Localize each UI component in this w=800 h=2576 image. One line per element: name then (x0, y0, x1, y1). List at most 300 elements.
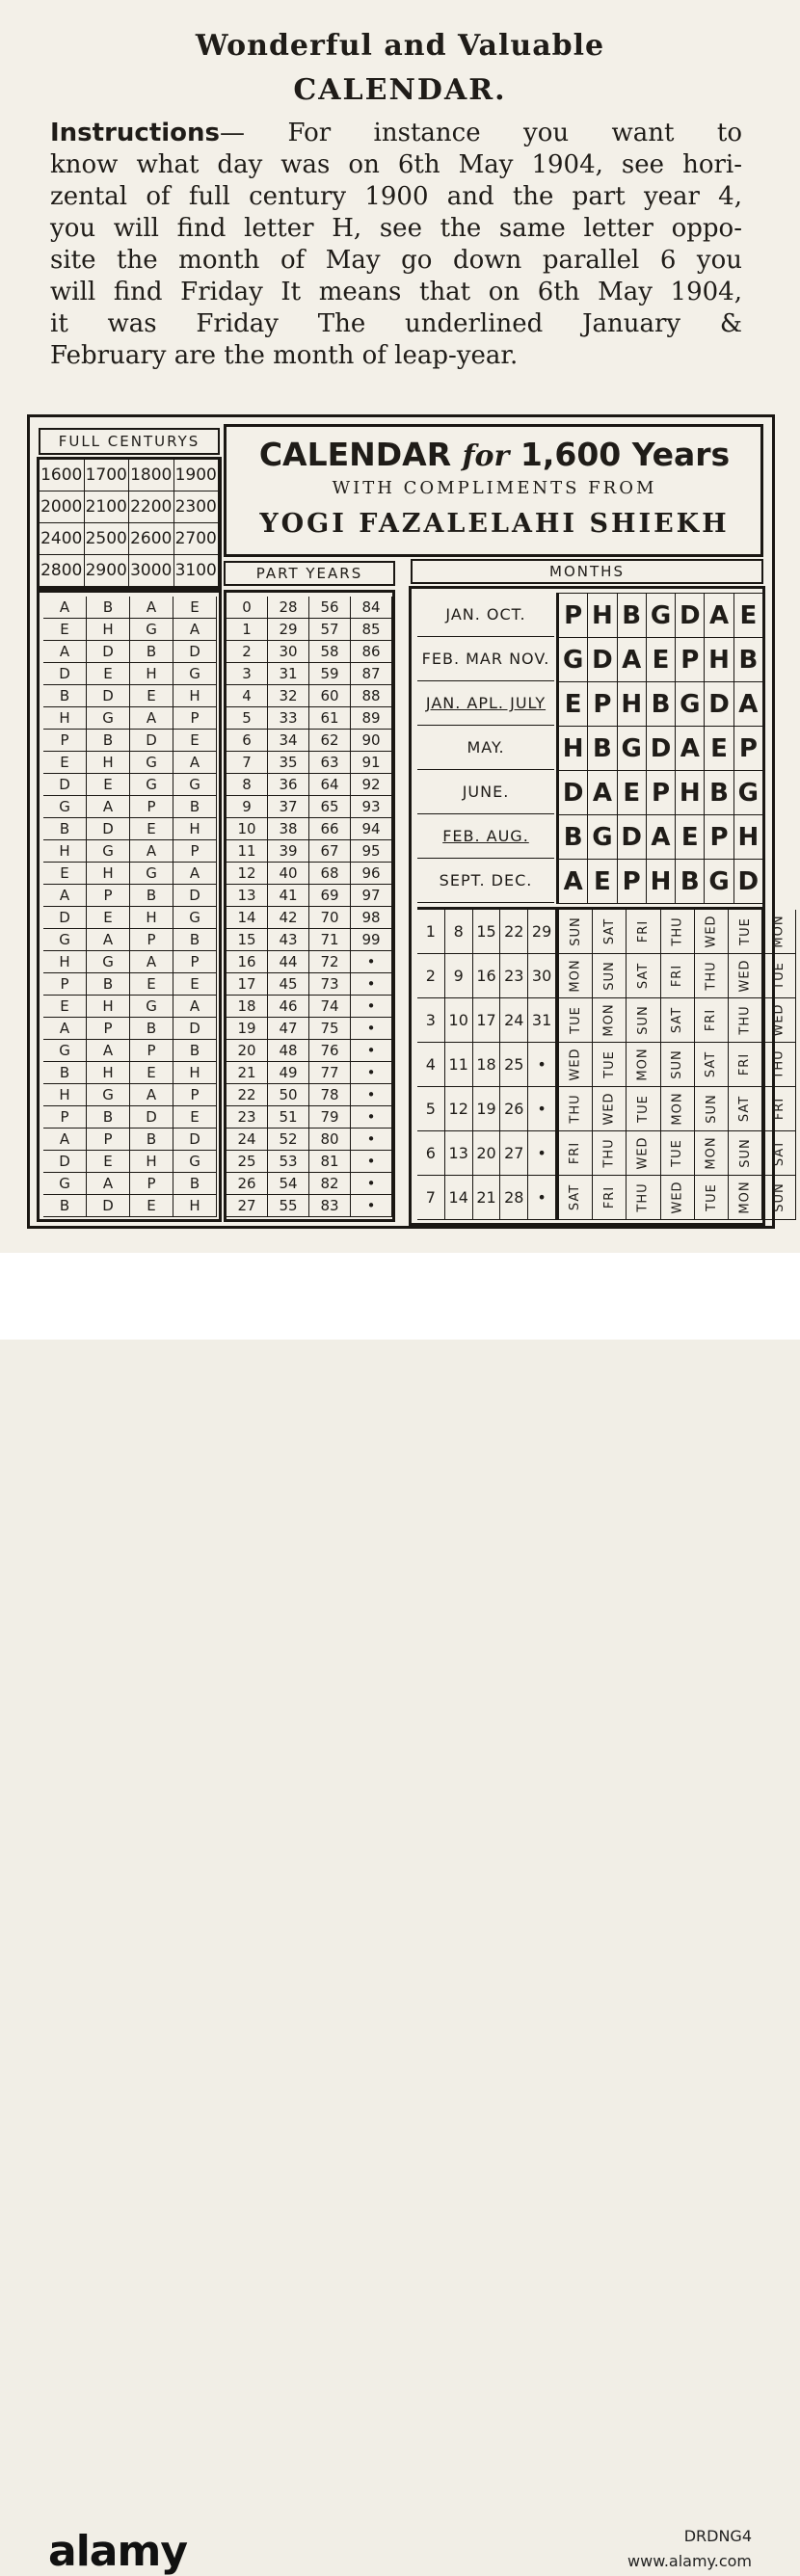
part-year-cell: • (351, 1173, 392, 1195)
month-name (417, 814, 554, 859)
letter-cell: G (87, 707, 130, 730)
letter-cell: P (173, 707, 217, 730)
letter-cell: E (130, 1062, 173, 1084)
weekday-cell: THU (762, 1043, 796, 1087)
part-year-cell: • (351, 951, 392, 973)
part-year-cell: 28 (268, 597, 309, 619)
letter-cell: B (173, 1040, 217, 1062)
letter-cell: G (173, 907, 217, 929)
part-year-cell: 30 (268, 641, 309, 663)
letter-cell: D (173, 1129, 217, 1151)
month-letter-cell: B (647, 682, 676, 727)
letter-cell: P (130, 796, 173, 818)
century-cell: 2600 (129, 523, 174, 555)
letter-cell: B (87, 597, 130, 619)
letter-cell: A (173, 619, 217, 641)
part-year-cell: 21 (227, 1062, 268, 1084)
date-cell: 23 (500, 954, 528, 998)
month-letter-cell: A (618, 638, 647, 682)
part-year-cell: 19 (227, 1018, 268, 1040)
month-letter-cell: B (734, 638, 763, 682)
century-cell: 2900 (85, 555, 130, 587)
month-letter-cell: G (559, 638, 588, 682)
century-cell: 2100 (85, 491, 130, 523)
date-cell: 9 (445, 954, 473, 998)
month-letter-cell: H (705, 638, 733, 682)
part-year-cell: 11 (227, 840, 268, 863)
part-year-cell: 14 (227, 907, 268, 929)
part-year-cell: 82 (309, 1173, 351, 1195)
month-letter-cell: P (676, 638, 705, 682)
letter-cell: E (130, 973, 173, 996)
date-cell: 21 (473, 1176, 501, 1220)
part-year-cell: 42 (268, 907, 309, 929)
part-year-cell: 59 (309, 663, 351, 685)
letter-cell: D (87, 685, 130, 707)
date-cell: 14 (445, 1176, 473, 1220)
month-names (417, 593, 554, 903)
weekday-cell: WED (762, 998, 796, 1043)
date-cell: • (528, 1087, 556, 1131)
date-cell: 13 (445, 1131, 473, 1176)
letter-cell: H (130, 907, 173, 929)
part-year-cell: 43 (268, 929, 309, 951)
part-years-panel (224, 590, 395, 1222)
weekday-cell: WED (661, 1176, 695, 1220)
date-cell: 15 (473, 910, 501, 954)
letter-cell: E (87, 1151, 130, 1173)
date-cell: 1 (417, 910, 445, 954)
weekday-cell: MON (695, 1131, 729, 1176)
letter-cell: B (43, 1195, 87, 1217)
part-year-cell: • (351, 1040, 392, 1062)
letter-cell: E (173, 973, 217, 996)
weekday-cell: SUN (627, 998, 660, 1043)
month-letter-cell: P (647, 771, 676, 815)
letter-cell: D (87, 818, 130, 840)
letter-cell: P (43, 1106, 87, 1129)
part-year-cell: 36 (268, 774, 309, 796)
letter-cell: G (87, 840, 130, 863)
calendar-title: CALENDAR for 1,600 Years (258, 436, 731, 473)
part-years-header: PART YEARS (224, 561, 395, 586)
weekday-cell: WED (627, 1131, 660, 1176)
part-year-cell: 53 (268, 1151, 309, 1173)
month-name-text: FEB. AUG. (442, 827, 529, 845)
centuries-panel (37, 457, 222, 590)
letter-cell: G (130, 752, 173, 774)
month-letter-cell: E (647, 638, 676, 682)
date-cell: • (528, 1043, 556, 1087)
month-letter-cell: H (734, 815, 763, 860)
date-cell: 7 (417, 1176, 445, 1220)
month-letter-cell: D (705, 682, 733, 727)
part-year-cell: 16 (227, 951, 268, 973)
weekday-cell: FRI (729, 1043, 762, 1087)
letter-cell: D (43, 774, 87, 796)
letter-cell: A (130, 707, 173, 730)
letter-cell: B (43, 1062, 87, 1084)
letter-cell: A (130, 1084, 173, 1106)
month-name-text: JUNE. (462, 783, 510, 801)
weekday-cell: SAT (593, 910, 627, 954)
part-year-cell: 23 (227, 1106, 268, 1129)
month-letter-cell: H (559, 727, 588, 771)
weekday-grid (556, 907, 787, 1220)
part-year-cell: 38 (268, 818, 309, 840)
century-cell: 2800 (40, 555, 85, 587)
compliments-line: WITH COMPLIMENTS FROM (332, 478, 657, 498)
part-year-cell: 92 (351, 774, 392, 796)
month-letter-cell: D (676, 594, 705, 638)
month-letter-cell: A (705, 594, 733, 638)
letter-cell: A (130, 597, 173, 619)
part-year-cell: 6 (227, 730, 268, 752)
letter-cell: G (43, 1173, 87, 1195)
date-cell: 4 (417, 1043, 445, 1087)
part-year-cell: 74 (309, 996, 351, 1018)
month-letter-cell: P (705, 815, 733, 860)
weekday-cell: TUE (627, 1087, 660, 1131)
century-cell: 3000 (129, 555, 174, 587)
letter-cell: D (43, 1151, 87, 1173)
date-cell: 6 (417, 1131, 445, 1176)
letter-cell: H (87, 619, 130, 641)
month-letter-cell: G (734, 771, 763, 815)
month-letter-cell: G (618, 727, 647, 771)
letter-cell: H (87, 996, 130, 1018)
part-year-cell: 0 (227, 597, 268, 619)
month-letter-cell: E (618, 771, 647, 815)
part-year-cell: 77 (309, 1062, 351, 1084)
letter-cell: A (173, 752, 217, 774)
letter-cell: H (173, 1195, 217, 1217)
instructions-label: Instructions (50, 119, 221, 147)
date-cell: 24 (500, 998, 528, 1043)
part-year-cell: 5 (227, 707, 268, 730)
date-cell: 2 (417, 954, 445, 998)
month-letter-cell: H (618, 682, 647, 727)
weekday-cell: SUN (559, 910, 593, 954)
letter-cell: D (173, 1018, 217, 1040)
weekday-cell: WED (593, 1087, 627, 1131)
century-cell: 2300 (174, 491, 220, 523)
date-cell: 25 (500, 1043, 528, 1087)
part-year-cell: • (351, 1106, 392, 1129)
part-year-cell: 57 (309, 619, 351, 641)
part-year-cell: 96 (351, 863, 392, 885)
month-letter-cell: G (647, 594, 676, 638)
month-name (417, 681, 554, 726)
letter-cell: P (87, 1018, 130, 1040)
part-year-cell: 63 (309, 752, 351, 774)
weekday-cell: THU (559, 1087, 593, 1131)
part-year-cell: 8 (227, 774, 268, 796)
weekday-cell: SAT (559, 1176, 593, 1220)
month-letter-cell: A (588, 771, 617, 815)
part-year-cell: 83 (309, 1195, 351, 1217)
date-cell: 26 (500, 1087, 528, 1131)
site-url: www.alamy.com (627, 2552, 752, 2570)
part-year-cell: 31 (268, 663, 309, 685)
letter-cell: D (173, 885, 217, 907)
part-year-cell: 80 (309, 1129, 351, 1151)
letter-cell: H (173, 818, 217, 840)
part-year-cell: 10 (227, 818, 268, 840)
weekday-cell: FRI (661, 954, 695, 998)
letter-cell: E (43, 996, 87, 1018)
letter-cell: H (87, 1062, 130, 1084)
part-year-cell: 81 (309, 1151, 351, 1173)
instructions-line: will find Friday It means that on 6th May 1904, (50, 278, 742, 306)
letter-cell: A (87, 929, 130, 951)
part-year-cell: 15 (227, 929, 268, 951)
letter-cell: G (130, 774, 173, 796)
letter-cell: E (87, 663, 130, 685)
part-year-cell: 52 (268, 1129, 309, 1151)
weekday-cell: SUN (661, 1043, 695, 1087)
month-letter-cell: B (705, 771, 733, 815)
date-cell: 8 (445, 910, 473, 954)
letter-cell: E (173, 597, 217, 619)
letter-cell: H (43, 840, 87, 863)
weekday-cell: MON (593, 998, 627, 1043)
months-panel (409, 586, 787, 1226)
letter-cell: P (43, 730, 87, 752)
part-year-cell: 35 (268, 752, 309, 774)
part-year-cell: 29 (268, 619, 309, 641)
letter-cell: E (173, 730, 217, 752)
weekday-cell: TUE (559, 998, 593, 1043)
letter-cell: H (130, 663, 173, 685)
instructions-line: Instructions— For instance you want to (50, 119, 742, 147)
part-year-cell: 86 (351, 641, 392, 663)
instructions-paragraph (50, 118, 742, 372)
date-cell: 29 (528, 910, 556, 954)
letter-cell: A (43, 885, 87, 907)
instructions-line: zental of full century 1900 and the part year 4, (50, 182, 742, 211)
month-letter-cell: B (618, 594, 647, 638)
part-year-cell: 7 (227, 752, 268, 774)
part-year-cell: 27 (227, 1195, 268, 1217)
author-name: YOGI FAZALELAHI SHIEKH (259, 509, 730, 539)
part-year-cell: 55 (268, 1195, 309, 1217)
date-cell: 12 (445, 1087, 473, 1131)
century-cell: 2700 (174, 523, 220, 555)
letter-cell: G (87, 1084, 130, 1106)
letter-cell: E (43, 752, 87, 774)
heading-line-1: Wonderful and Valuable (195, 29, 605, 63)
part-year-cell: 69 (309, 885, 351, 907)
month-letter-cell: G (588, 815, 617, 860)
century-cell: 2000 (40, 491, 85, 523)
century-cell: 3100 (174, 555, 220, 587)
part-year-cell: 9 (227, 796, 268, 818)
letter-cell: P (87, 1129, 130, 1151)
letter-cell: G (130, 619, 173, 641)
month-letter-cell: P (588, 682, 617, 727)
part-year-cell: 33 (268, 707, 309, 730)
instructions-line: February are the month of leap-year. (50, 341, 519, 370)
month-name-text: MAY. (467, 738, 505, 757)
weekday-cell: SUN (762, 1176, 796, 1220)
letter-cell: D (43, 907, 87, 929)
letter-cell: B (87, 1106, 130, 1129)
letter-cell: P (173, 840, 217, 863)
part-year-cell: 17 (227, 973, 268, 996)
part-year-cell: 25 (227, 1151, 268, 1173)
letter-cell: A (173, 996, 217, 1018)
letter-cell: G (173, 1151, 217, 1173)
weekday-cell: THU (729, 998, 762, 1043)
part-year-cell: 45 (268, 973, 309, 996)
letter-cell: G (43, 929, 87, 951)
date-cell: 20 (473, 1131, 501, 1176)
weekday-cell: SAT (627, 954, 660, 998)
part-year-cell: 94 (351, 818, 392, 840)
letter-cell: B (87, 973, 130, 996)
weekday-cell: THU (627, 1176, 660, 1220)
letters-panel (37, 590, 222, 1222)
part-year-cell: 67 (309, 840, 351, 863)
letter-cell: B (87, 730, 130, 752)
date-cell: 28 (500, 1176, 528, 1220)
weekday-cell: WED (729, 954, 762, 998)
letter-cell: D (130, 730, 173, 752)
date-cell: 31 (528, 998, 556, 1043)
date-cell: 22 (500, 910, 528, 954)
part-year-cell: 26 (227, 1173, 268, 1195)
letter-cell: B (173, 1173, 217, 1195)
month-letter-cell: E (734, 594, 763, 638)
weekday-cell: MON (661, 1087, 695, 1131)
letter-cell: B (43, 685, 87, 707)
letter-cell: A (130, 840, 173, 863)
letter-cell: B (173, 796, 217, 818)
letter-cell: H (173, 685, 217, 707)
letter-cell: E (87, 907, 130, 929)
part-year-cell: 85 (351, 619, 392, 641)
date-cell: 18 (473, 1043, 501, 1087)
weekday-cell: TUE (661, 1131, 695, 1176)
part-year-cell: 88 (351, 685, 392, 707)
part-year-cell: 76 (309, 1040, 351, 1062)
letter-cell: A (87, 796, 130, 818)
part-year-cell: 4 (227, 685, 268, 707)
letter-cell: E (130, 1195, 173, 1217)
month-letter-cell: P (734, 727, 763, 771)
part-year-cell: • (351, 1018, 392, 1040)
letter-cell: P (130, 929, 173, 951)
letter-cell: A (173, 863, 217, 885)
letter-cell: E (130, 685, 173, 707)
letter-cell: A (43, 1018, 87, 1040)
date-cell: • (528, 1176, 556, 1220)
letter-cell: G (87, 951, 130, 973)
weekday-cell: THU (661, 910, 695, 954)
letter-cell: H (87, 863, 130, 885)
letter-cell: P (173, 951, 217, 973)
part-year-cell: 99 (351, 929, 392, 951)
month-letter-cell: P (559, 594, 588, 638)
letter-cell: D (173, 641, 217, 663)
dates-grid (417, 907, 556, 1220)
weekday-cell: SUN (729, 1131, 762, 1176)
part-year-cell: 56 (309, 597, 351, 619)
weekday-cell: SAT (762, 1131, 796, 1176)
part-year-cell: 41 (268, 885, 309, 907)
part-year-cell: 3 (227, 663, 268, 685)
date-cell: 5 (417, 1087, 445, 1131)
part-year-cell: 44 (268, 951, 309, 973)
instructions-line: know what day was on 6th May 1904, see hori- (50, 150, 742, 179)
letter-cell: D (43, 663, 87, 685)
letter-cell: B (43, 818, 87, 840)
part-year-cell: • (351, 1195, 392, 1217)
letter-cell: H (173, 1062, 217, 1084)
month-letter-cell: G (705, 860, 733, 904)
month-name-text: JAN. APL. JULY (425, 694, 547, 712)
part-year-cell: 90 (351, 730, 392, 752)
part-year-cell: 1 (227, 619, 268, 641)
part-year-cell: 18 (227, 996, 268, 1018)
weekday-cell: THU (593, 1131, 627, 1176)
letter-cell: H (43, 707, 87, 730)
month-letter-cell: E (559, 682, 588, 727)
month-letter-cell: B (588, 727, 617, 771)
part-year-cell: • (351, 1129, 392, 1151)
part-year-cell: • (351, 996, 392, 1018)
weekday-cell: MON (627, 1043, 660, 1087)
month-name (417, 593, 554, 637)
part-year-cell: 70 (309, 907, 351, 929)
date-cell: 16 (473, 954, 501, 998)
centuries-grid (40, 460, 219, 587)
heading-line-2: CALENDAR. (293, 73, 507, 107)
weekday-cell: SAT (695, 1043, 729, 1087)
month-name-text: FEB. MAR NOV. (421, 650, 550, 668)
letter-cell: B (130, 641, 173, 663)
letter-cell: B (173, 929, 217, 951)
month-letter-cell: A (734, 682, 763, 727)
weekday-cell: SAT (729, 1087, 762, 1131)
full-centurys-header: FULL CENTURYS (39, 428, 220, 455)
watermark-bar (0, 1253, 800, 2576)
letter-cell: A (43, 597, 87, 619)
month-letter-cell: H (588, 594, 617, 638)
part-year-cell: 97 (351, 885, 392, 907)
date-cell: 30 (528, 954, 556, 998)
month-letter-cell: B (676, 860, 705, 904)
letter-cell: H (43, 1084, 87, 1106)
letter-cell: H (43, 951, 87, 973)
part-year-cell: • (351, 1151, 392, 1173)
weekday-cell: MON (559, 954, 593, 998)
letter-cell: G (173, 663, 217, 685)
part-year-cell: 37 (268, 796, 309, 818)
weekday-cell: THU (695, 954, 729, 998)
weekday-cell: FRI (627, 910, 660, 954)
weekday-cell: FRI (762, 1087, 796, 1131)
century-cell: 2200 (129, 491, 174, 523)
brand-logo: alamy (48, 2527, 187, 2576)
part-year-cell: 50 (268, 1084, 309, 1106)
part-year-cell: 61 (309, 707, 351, 730)
part-year-cell: 58 (309, 641, 351, 663)
letter-cell: A (87, 1173, 130, 1195)
month-letters-grid (556, 593, 763, 904)
date-cell: • (528, 1131, 556, 1176)
